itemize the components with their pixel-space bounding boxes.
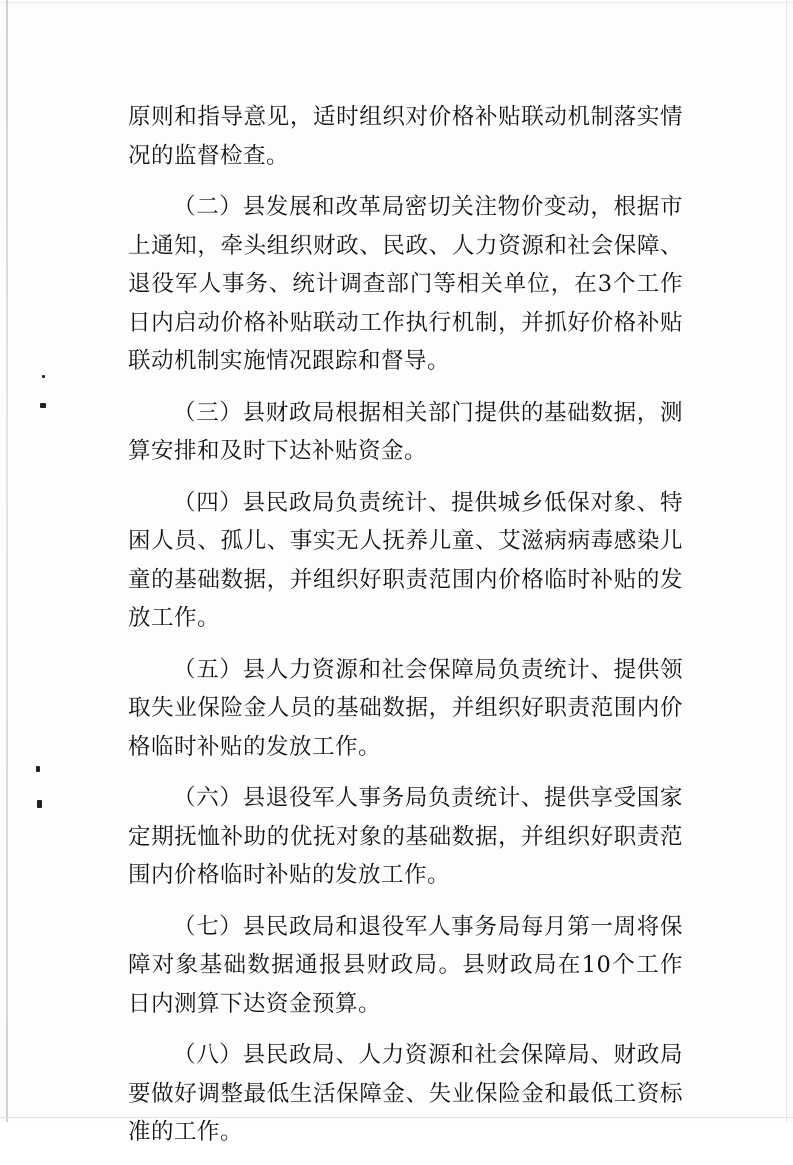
paragraph: （七）县民政局和退役军人事务局每月第一周将保障对象基础数据通报县财政局。县财政局在10个工作日内测算下达资金预算。 [128, 913, 683, 1017]
paragraph: （八）县民政局、人力资源和社会保障局、财政局要做好调整最低生活保障金、失业保险金和最低工资标准的工作。 [128, 1042, 683, 1145]
document-body [128, 98, 683, 1165]
binding-hole-mark [42, 375, 45, 378]
paragraph: （五）县人力资源和社会保障局负责统计、提供领取失业保险金人员的基础数据，并组织好职责范围内价格临时补贴的发放工作。 [128, 656, 683, 760]
paragraph: （六）县退役军人事务局负责统计、提供享受国家定期抚恤补助的优抚对象的基础数据，并组织好职责范围内价格临时补贴的发放工作。 [128, 785, 683, 888]
scan-edge-right [786, 0, 787, 1122]
paragraph: （四）县民政局负责统计、提供城乡低保对象、特困人员、孤儿、事实无人抚养儿童、艾滋病病毒感染儿童的基础数据，并组织好职责范围内价格临时补贴的发放工作。 [128, 489, 683, 631]
binding-hole-mark [36, 766, 40, 772]
paragraph: （二）县发展和改革局密切关注物价变动，根据市上通知，牵头组织财政、民政、人力资源和社会保障、退役军人事务、统计调查部门等相关单位，在3个工作日内启动价格补贴联动工作执行机制，并抓好价格补贴联动机制实施情况跟踪和督导。 [128, 194, 683, 374]
binding-hole-mark [37, 800, 42, 808]
paragraph: （三）县财政局根据相关部门提供的基础数据，测算安排和及时下达补贴资金。 [128, 399, 683, 464]
paragraph: 原则和指导意见，适时组织对价格补贴联动机制落实情况的监督检查。 [128, 104, 683, 169]
scan-edge-left [6, 0, 8, 1122]
scan-edge-top [0, 2, 793, 3]
binding-hole-mark [40, 403, 46, 408]
